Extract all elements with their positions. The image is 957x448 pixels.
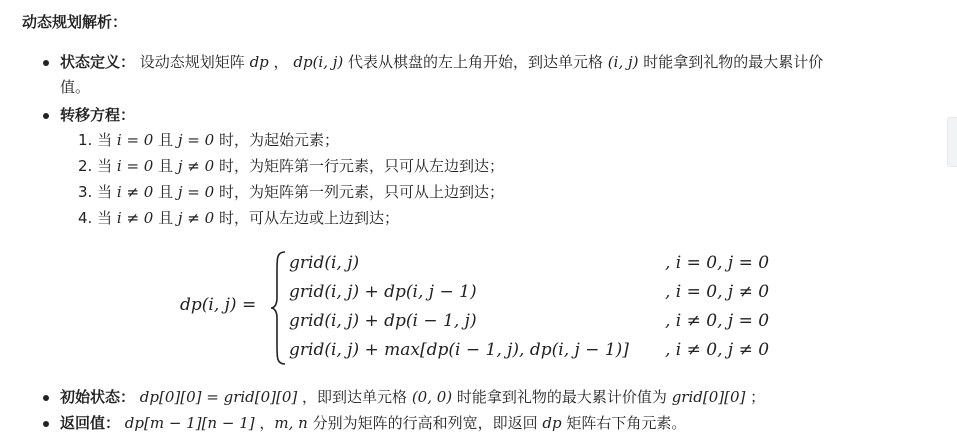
return-label: 返回值： [60, 414, 121, 432]
bullet-return [43, 421, 49, 427]
bullet-state-def [43, 60, 49, 66]
transition-item-2: 2. 当 i = 0 且 j ≠ 0 时，为矩阵第一行元素，只可从左边到达； [78, 157, 504, 175]
return-line: 返回值： dp[m − 1][n − 1] ，m, n 分别为矩阵的行高和列宽，即返回 dp 矩阵右下角元素。 [60, 414, 687, 432]
return-dp: dp [542, 414, 562, 432]
bullet-initial [43, 395, 49, 401]
case-expr-2: grid(i, j) + dp(i, j − 1) [289, 282, 477, 302]
state-def-dp: dp [249, 53, 269, 71]
case-cond-2: , i = 0, j ≠ 0 [665, 282, 770, 302]
state-def-text3: 时能拿到礼物的最大累计价 [638, 53, 824, 71]
bullet-transition [43, 113, 49, 119]
initial-label: 初始状态： [60, 388, 136, 406]
return-mn: m, n [274, 414, 308, 432]
item-number: 2. [78, 157, 93, 175]
initial-val: grid[0][0] [671, 388, 746, 406]
brace-icon [270, 250, 286, 366]
state-def-dp-ij: dp(i, j) [293, 53, 344, 71]
transition-item-3: 3. 当 i ≠ 0 且 j = 0 时，为矩阵第一列元素，只可从上边到达； [78, 183, 504, 201]
initial-line: 初始状态： dp[0][0] = grid[0][0] ，即到达单元格 (0, 0) 时能拿到礼物的最大累计价值为 grid[0][0] ； [60, 388, 766, 406]
case-cond-4: , i ≠ 0, j ≠ 0 [665, 340, 770, 360]
item-number: 1. [78, 131, 93, 149]
state-def-comma: ， [268, 53, 289, 71]
transition-item-1: 1. 当 i = 0 且 j = 0 时，为起始元素； [78, 131, 339, 149]
case-expr-4: grid(i, j) + max[dp(i − 1, j), dp(i, j − 1)] [289, 340, 629, 360]
state-def-text1: 设动态规划矩阵 [135, 53, 250, 71]
case-expr-3: grid(i, j) + dp(i − 1, j) [289, 311, 477, 331]
state-def-wrap: 值。 [60, 78, 91, 96]
state-def-label: 状态定义： [60, 53, 136, 71]
side-scroll-tab[interactable] [947, 117, 957, 167]
case-cond-1: , i = 0, j = 0 [665, 253, 770, 273]
section-title: 动态规划解析： [22, 13, 128, 31]
state-def-ij: (i, j) [607, 53, 639, 71]
state-def-text2: 代表从棋盘的左上角开始，到达单元格 [343, 53, 608, 71]
state-def-line [60, 51, 823, 72]
case-expr-1: grid(i, j) [289, 253, 360, 273]
initial-expr: dp[0][0] = grid[0][0] [139, 388, 298, 406]
equation-lhs: dp(i, j) = [180, 295, 257, 315]
case-cond-3: , i ≠ 0, j = 0 [665, 311, 770, 331]
initial-cell: (0, 0) [411, 388, 453, 406]
return-expr: dp[m − 1][n − 1] [124, 414, 255, 432]
item-number: 4. [78, 209, 93, 227]
item-number: 3. [78, 183, 93, 201]
transition-label: 转移方程： [60, 106, 136, 124]
transition-item-4: 4. 当 i ≠ 0 且 j ≠ 0 时，可从左边或上边到达； [78, 209, 399, 227]
